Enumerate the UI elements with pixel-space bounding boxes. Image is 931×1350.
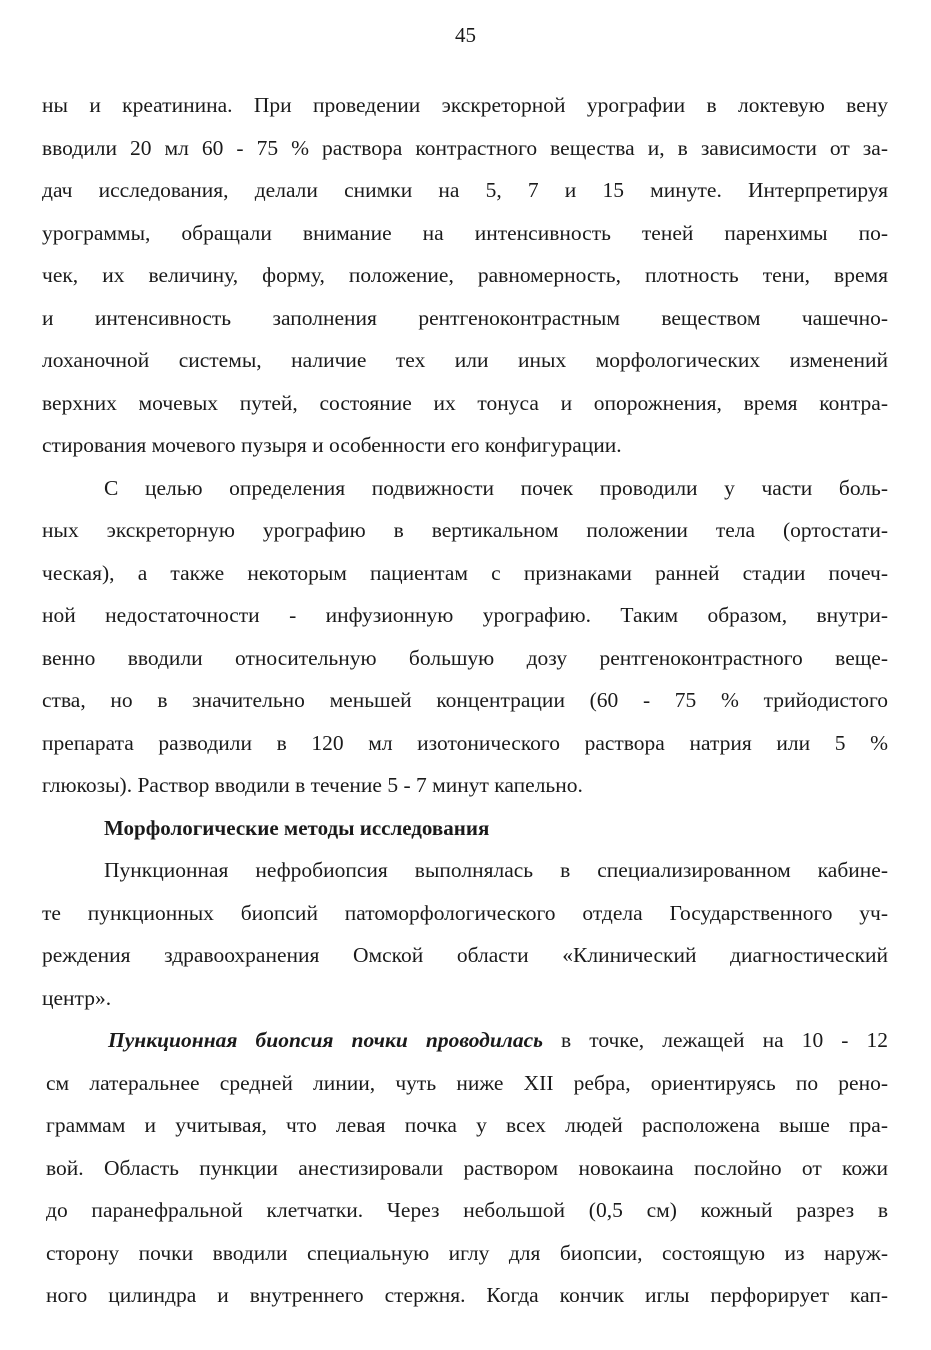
- text-line: ства, но в значительно меньшей концентрации (60 - 75 % трийодистого: [42, 688, 888, 712]
- paragraph-4: [42, 1019, 888, 1317]
- text-line: см латеральнее средней линии, чуть ниже XII ребра, ориентируясь по рено-: [46, 1070, 888, 1095]
- text-line: чек, их величину, форму, положение, равномерность, плотность тени, время: [42, 263, 888, 287]
- text-line: и интенсивность заполнения рентгеноконтрастным веществом чашечно-: [42, 305, 888, 330]
- lead-line-rest: в точке, лежащей на 10 - 12: [542, 1028, 888, 1052]
- text-line: дач исследования, делали снимки на 5, 7 и 15 минуте. Интерпретируя: [42, 178, 888, 202]
- paragraph-3: [42, 849, 888, 1019]
- document-body: [42, 84, 888, 1317]
- text-line: до паранефральной клетчатки. Через небольшой (0,5 см) кожный разрез в: [46, 1198, 888, 1222]
- text-line: реждения здравоохранения Омской области «Клинический диагностический: [42, 943, 888, 967]
- text-line: граммам и учитывая, что левая почка у всех людей расположена выше пра-: [46, 1113, 888, 1137]
- paragraph-2: [42, 467, 888, 807]
- text-line: центр».: [42, 985, 112, 1010]
- page-number: 45: [455, 23, 476, 47]
- text-line: глюкозы). Раствор вводили в течение 5 - 7 минут капельно.: [42, 773, 583, 797]
- text-line: ных экскреторную урографию в вертикальном положении тела (ортостати-: [42, 518, 888, 542]
- text-line: Пункционная нефробиопсия выполнялась в специализированном кабине-: [104, 858, 888, 882]
- text-line: вводили 20 мл 60 - 75 % раствора контрастного вещества и, в зависимости от за-: [42, 135, 888, 160]
- text-line: урограммы, обращали внимание на интенсивность теней паренхимы по-: [42, 220, 888, 245]
- text-line: ной недостаточности - инфузионную урографию. Таким образом, внутри-: [42, 603, 888, 627]
- text-line: ческая), а также некоторым пациентам с признаками ранней стадии почеч-: [42, 560, 888, 585]
- text-line: верхних мочевых путей, состояние их тонуса и опорожнения, время контра-: [42, 390, 888, 415]
- text-line: лоханочной системы, наличие тех или иных морфологических изменений: [42, 348, 888, 372]
- text-line: С целью определения подвижности почек проводили у части боль-: [104, 475, 888, 500]
- paragraph-1: [42, 84, 888, 467]
- text-line: венно вводили относительную большую дозу рентгеноконтрастного веще-: [42, 645, 888, 670]
- text-line: стирования мочевого пузыря и особенности его конфигурации.: [42, 433, 622, 457]
- text-line: сторону почки вводили специальную иглу для биопсии, состоящую из наруж-: [46, 1240, 888, 1265]
- section-heading-block: [42, 807, 888, 850]
- section-heading: Морфологические методы исследования: [104, 815, 490, 840]
- text-line: [46, 1019, 888, 1062]
- emphasized-lead: Пункционная биопсия почки проводилась: [108, 1028, 543, 1052]
- text-line: препарата разводили в 120 мл изотонического раствора натрия или 5 %: [42, 730, 888, 755]
- text-line: ного цилиндра и внутреннего стержня. Когда кончик иглы перфорирует кап-: [46, 1283, 888, 1307]
- text-line: ны и креатинина. При проведении экскреторной урографии в локтевую вену: [42, 93, 888, 117]
- text-line: вой. Область пункции анестизировали раствором новокаина послойно от кожи: [46, 1155, 888, 1180]
- text-line: те пункционных биопсий патоморфологического отдела Государственного уч-: [42, 900, 888, 925]
